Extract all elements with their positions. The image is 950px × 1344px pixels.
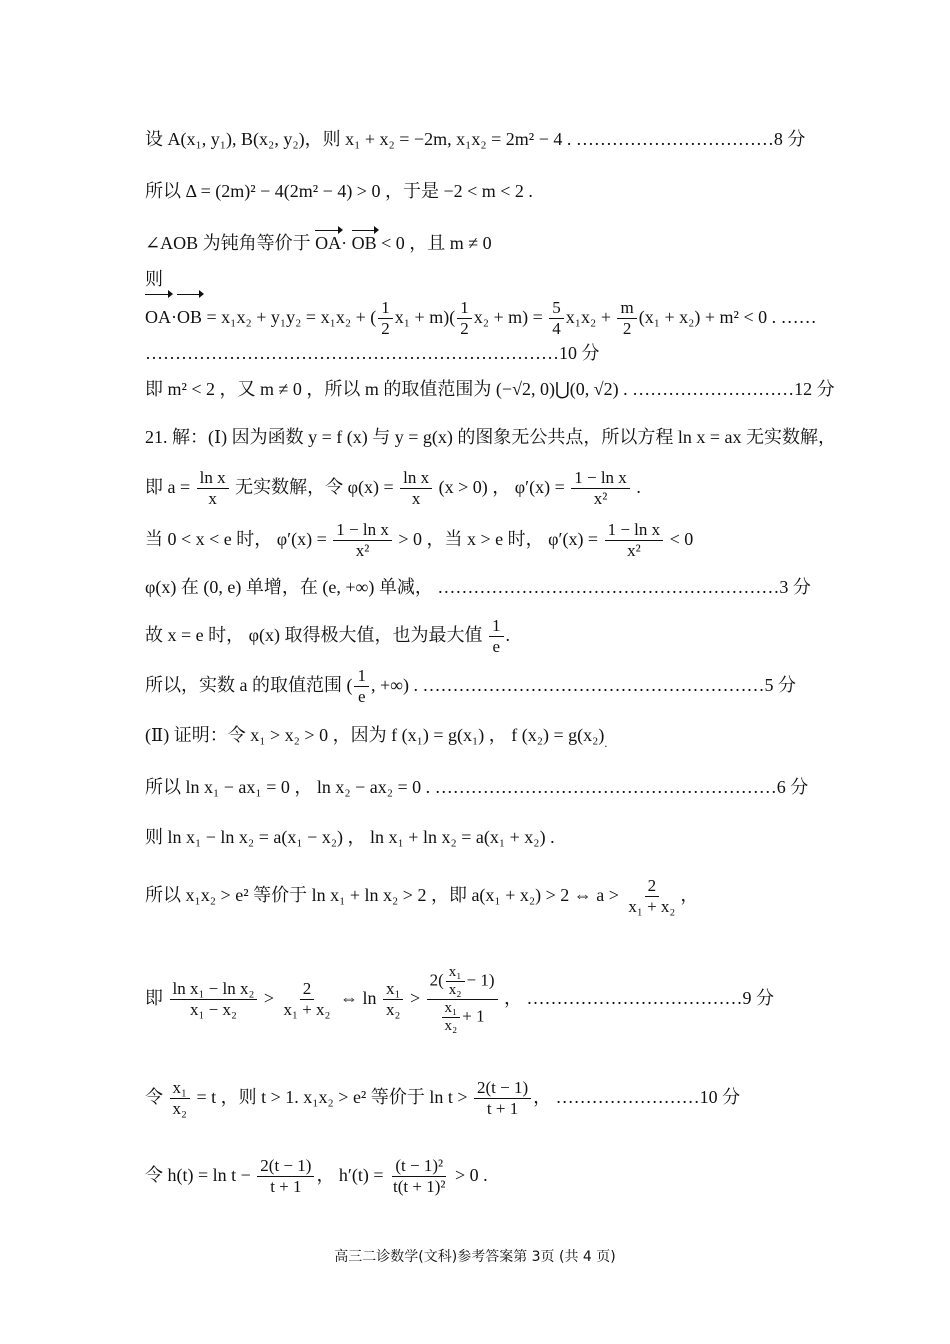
fraction-nested: [427, 964, 498, 1035]
fraction-lnx-x: $\frac{\text{ln x}}{x}$: [400, 468, 432, 509]
fraction-half: $\frac{1}{2}$: [378, 298, 393, 339]
score-dots: ……………………………8 分: [575, 129, 806, 149]
text: < 0: [669, 529, 694, 549]
text: φ(x) 在 (0, e) 单增，在 (e, +∞) 单减，: [145, 577, 433, 597]
fraction-two-over-sum: $\frac{2}{\text{x₁ + x₂}}$: [283, 979, 331, 1020]
line-ln-equations: [145, 776, 808, 798]
text: ∠AOB 为钝角等价于: [145, 233, 311, 253]
score-dots: ……………………10 分: [555, 1087, 741, 1107]
text: (Ⅱ) 证明：令 x₁ > x₂ > 0 ，因为 f (x₁) = g(x₁) ， f (x₂) = g(x₂): [145, 725, 605, 745]
line-part2: [145, 724, 607, 754]
fraction-half: $\frac{1}{2}$: [457, 298, 472, 339]
expr: (x₁ + x₂) + m² < 0 .: [638, 307, 777, 327]
vector-ob: OB: [351, 233, 377, 253]
text: 即 m² < 2 ，又 m ≠ 0 ，所以 m 的取值范围为 (−√2, 0)⋃(0, √2) .: [145, 379, 628, 399]
text: 即: [145, 988, 163, 1008]
text: .: [604, 736, 608, 750]
dot: ·: [341, 233, 352, 253]
text: ，: [504, 988, 523, 1008]
vector-ob: OB: [177, 296, 202, 338]
score-dots: ………………………12 分: [632, 379, 835, 399]
fraction-x1-x2: $\frac{\text{x₁}}{\text{x₂}}$: [383, 979, 403, 1020]
text: >: [263, 988, 275, 1008]
fraction-lnx-x: $\frac{\text{ln x}}{x}$: [197, 468, 229, 509]
fraction-m-half: $\frac{m}{2}$: [617, 298, 636, 339]
text: (x > 0) ， φ′(x) =: [438, 477, 565, 497]
text: >: [409, 988, 421, 1008]
fraction-one-e: $\frac{1}{e}$: [489, 616, 504, 657]
score-dots: …………………………………………………3 分: [437, 577, 811, 597]
page-footer: 高三二诊数学(文科)参考答案第 3页 (共 4 页): [334, 1249, 616, 1265]
text: 设: [145, 129, 163, 149]
line-maximum: [145, 614, 510, 657]
score-dots: ………………………………9 分: [526, 988, 775, 1008]
line-ln-sum-diff: 则 ln x₁ − ln x₂ = a(x₁ − x₂) ， ln x₁ + ln x₂ = a(x₁ + x₂) .: [145, 827, 555, 847]
line-phi-def: [145, 466, 641, 509]
text: ，: [680, 885, 699, 905]
line-dot-product: OA·OB = x₁x₂ + y₁y₂ = x₁x₂ + ( $\frac{1}{2}$ x₁ + m)( $\frac{1}{2}$ x₂ + m) = $\frac{5}{4}$ x₁x₂ + $\frac{m}{2}$ (x₁ + x₂) + m² < 0 . ……: [145, 296, 817, 339]
line-sign-analysis: [145, 518, 693, 561]
fraction-one-e: $\frac{1}{e}$: [354, 666, 369, 707]
expr: x₁ + m)(: [394, 307, 456, 327]
fraction-two-t: $\frac{2(t - 1)}{t + 1}$: [257, 1156, 314, 1197]
vector-oa: OA: [315, 233, 342, 253]
line-ze: 则: [145, 269, 163, 289]
fraction-derivative: $\frac{\text{1 − ln x}}{\text{x²}}$: [333, 520, 392, 561]
nested-denominator: $\frac{\text{x₁}}{\text{x₂}}$ + 1: [437, 1000, 488, 1035]
line-roots: [145, 128, 805, 150]
text: = t ，则 t > 1. x₁x₂ > e² 等价于 ln t >: [196, 1087, 468, 1107]
question-21: 21. 解：(Ⅰ) 因为函数 y = f (x) 与 y = g(x) 的图象无公共点，所以方程 ln x = ax 无实数解，: [145, 427, 837, 447]
fraction-derivative: $\frac{\text{1 − ln x}}{\text{x²}}$: [571, 468, 630, 509]
nested-numerator: 2( $\frac{\text{x₁}}{\text{x₂}}$ − 1): [427, 964, 498, 1000]
line-ji-inequality: [145, 958, 774, 1038]
line-obtuse-angle: [145, 232, 492, 254]
score-dots: …………………………………………………5 分: [422, 675, 796, 695]
line-discriminant: 所以 Δ = (2m)² − 4(2m² − 4) > 0 ，于是 −2 < m < 2 .: [145, 181, 533, 201]
text: 所以 ln x₁ − ax₁ = 0 ， ln x₂ − ax₂ = 0 .: [145, 777, 431, 797]
text: > 0 .: [454, 1165, 488, 1185]
line-equivalence: [145, 872, 698, 918]
text: ，: [533, 1087, 552, 1107]
fraction-derivative: $\frac{\text{1 − ln x}}{\text{x²}}$: [605, 520, 664, 561]
score-dots-10: ……………………………………………………………10 分: [145, 343, 600, 363]
line-h-function: [145, 1152, 488, 1198]
text: .: [505, 625, 511, 645]
fraction-h-derivative: $\frac{\text{(t − 1)²}}{\text{t(t + 1)²}}$: [393, 1156, 446, 1197]
text: < 0 ，且 m ≠ 0: [381, 233, 492, 253]
score-dots: ……: [780, 307, 817, 327]
line-m-range: [145, 378, 835, 400]
text: ⇔ ln: [340, 988, 377, 1008]
fraction-five-fourths: $\frac{5}{4}$: [549, 298, 564, 339]
text: ， h′(t) =: [316, 1165, 384, 1185]
math: A(x₁, y₁), B(x₂, y₂)，则 x₁ + x₂ = −2m, x₁x₂ = 2m² − 4 .: [167, 129, 572, 149]
line-substitute-t: [145, 1074, 740, 1120]
fraction-two-over-sum: $\frac{2}{\text{x₁ + x₂}}$: [628, 876, 676, 917]
line-a-range: [145, 664, 796, 707]
text: 令: [145, 1087, 163, 1107]
text: 故 x = e 时， φ(x) 取得极大值，也为最大值: [145, 625, 483, 645]
text: .: [636, 477, 641, 497]
text: 无实数解，令 φ(x) =: [235, 477, 394, 497]
line-monotonic: [145, 576, 811, 598]
expr: x₁x₂ +: [565, 307, 611, 327]
text: > 0 ，当 x > e 时， φ′(x) =: [398, 529, 599, 549]
score-dots: …………………………………………………6 分: [434, 777, 809, 797]
text: 令 h(t) = ln t −: [145, 1165, 251, 1185]
text: 即 a =: [145, 477, 191, 497]
expr: = x₁x₂ + y₁y₂ = x₁x₂ + (: [206, 307, 377, 327]
fraction-x1-x2: $\frac{\text{x₁}}{\text{x₂}}$: [446, 964, 465, 999]
fraction-ln-diff: $\frac{\text{ln x₁ − ln x₂}}{\text{x₁ − x₂}}$: [170, 979, 258, 1020]
vector-oa: OA: [145, 296, 171, 338]
text: , +∞) .: [370, 675, 418, 695]
text: 所以，实数 a 的取值范围 (: [145, 675, 353, 695]
fraction-x1-x2: $\frac{\text{x₁}}{\text{x₂}}$: [170, 1078, 190, 1119]
text: 当 0 < x < e 时， φ′(x) =: [145, 529, 327, 549]
fraction-x1-x2: $\frac{\text{x₁}}{\text{x₂}}$: [442, 1000, 461, 1035]
text: 所以 x₁x₂ > e² 等价于 ln x₁ + ln x₂ > 2 ，即 a(x₁ + x₂) > 2 ⇔ a >: [145, 885, 619, 905]
fraction-two-t: $\frac{2(t - 1)}{t + 1}$: [474, 1078, 531, 1119]
expr: x₂ + m) =: [473, 307, 543, 327]
